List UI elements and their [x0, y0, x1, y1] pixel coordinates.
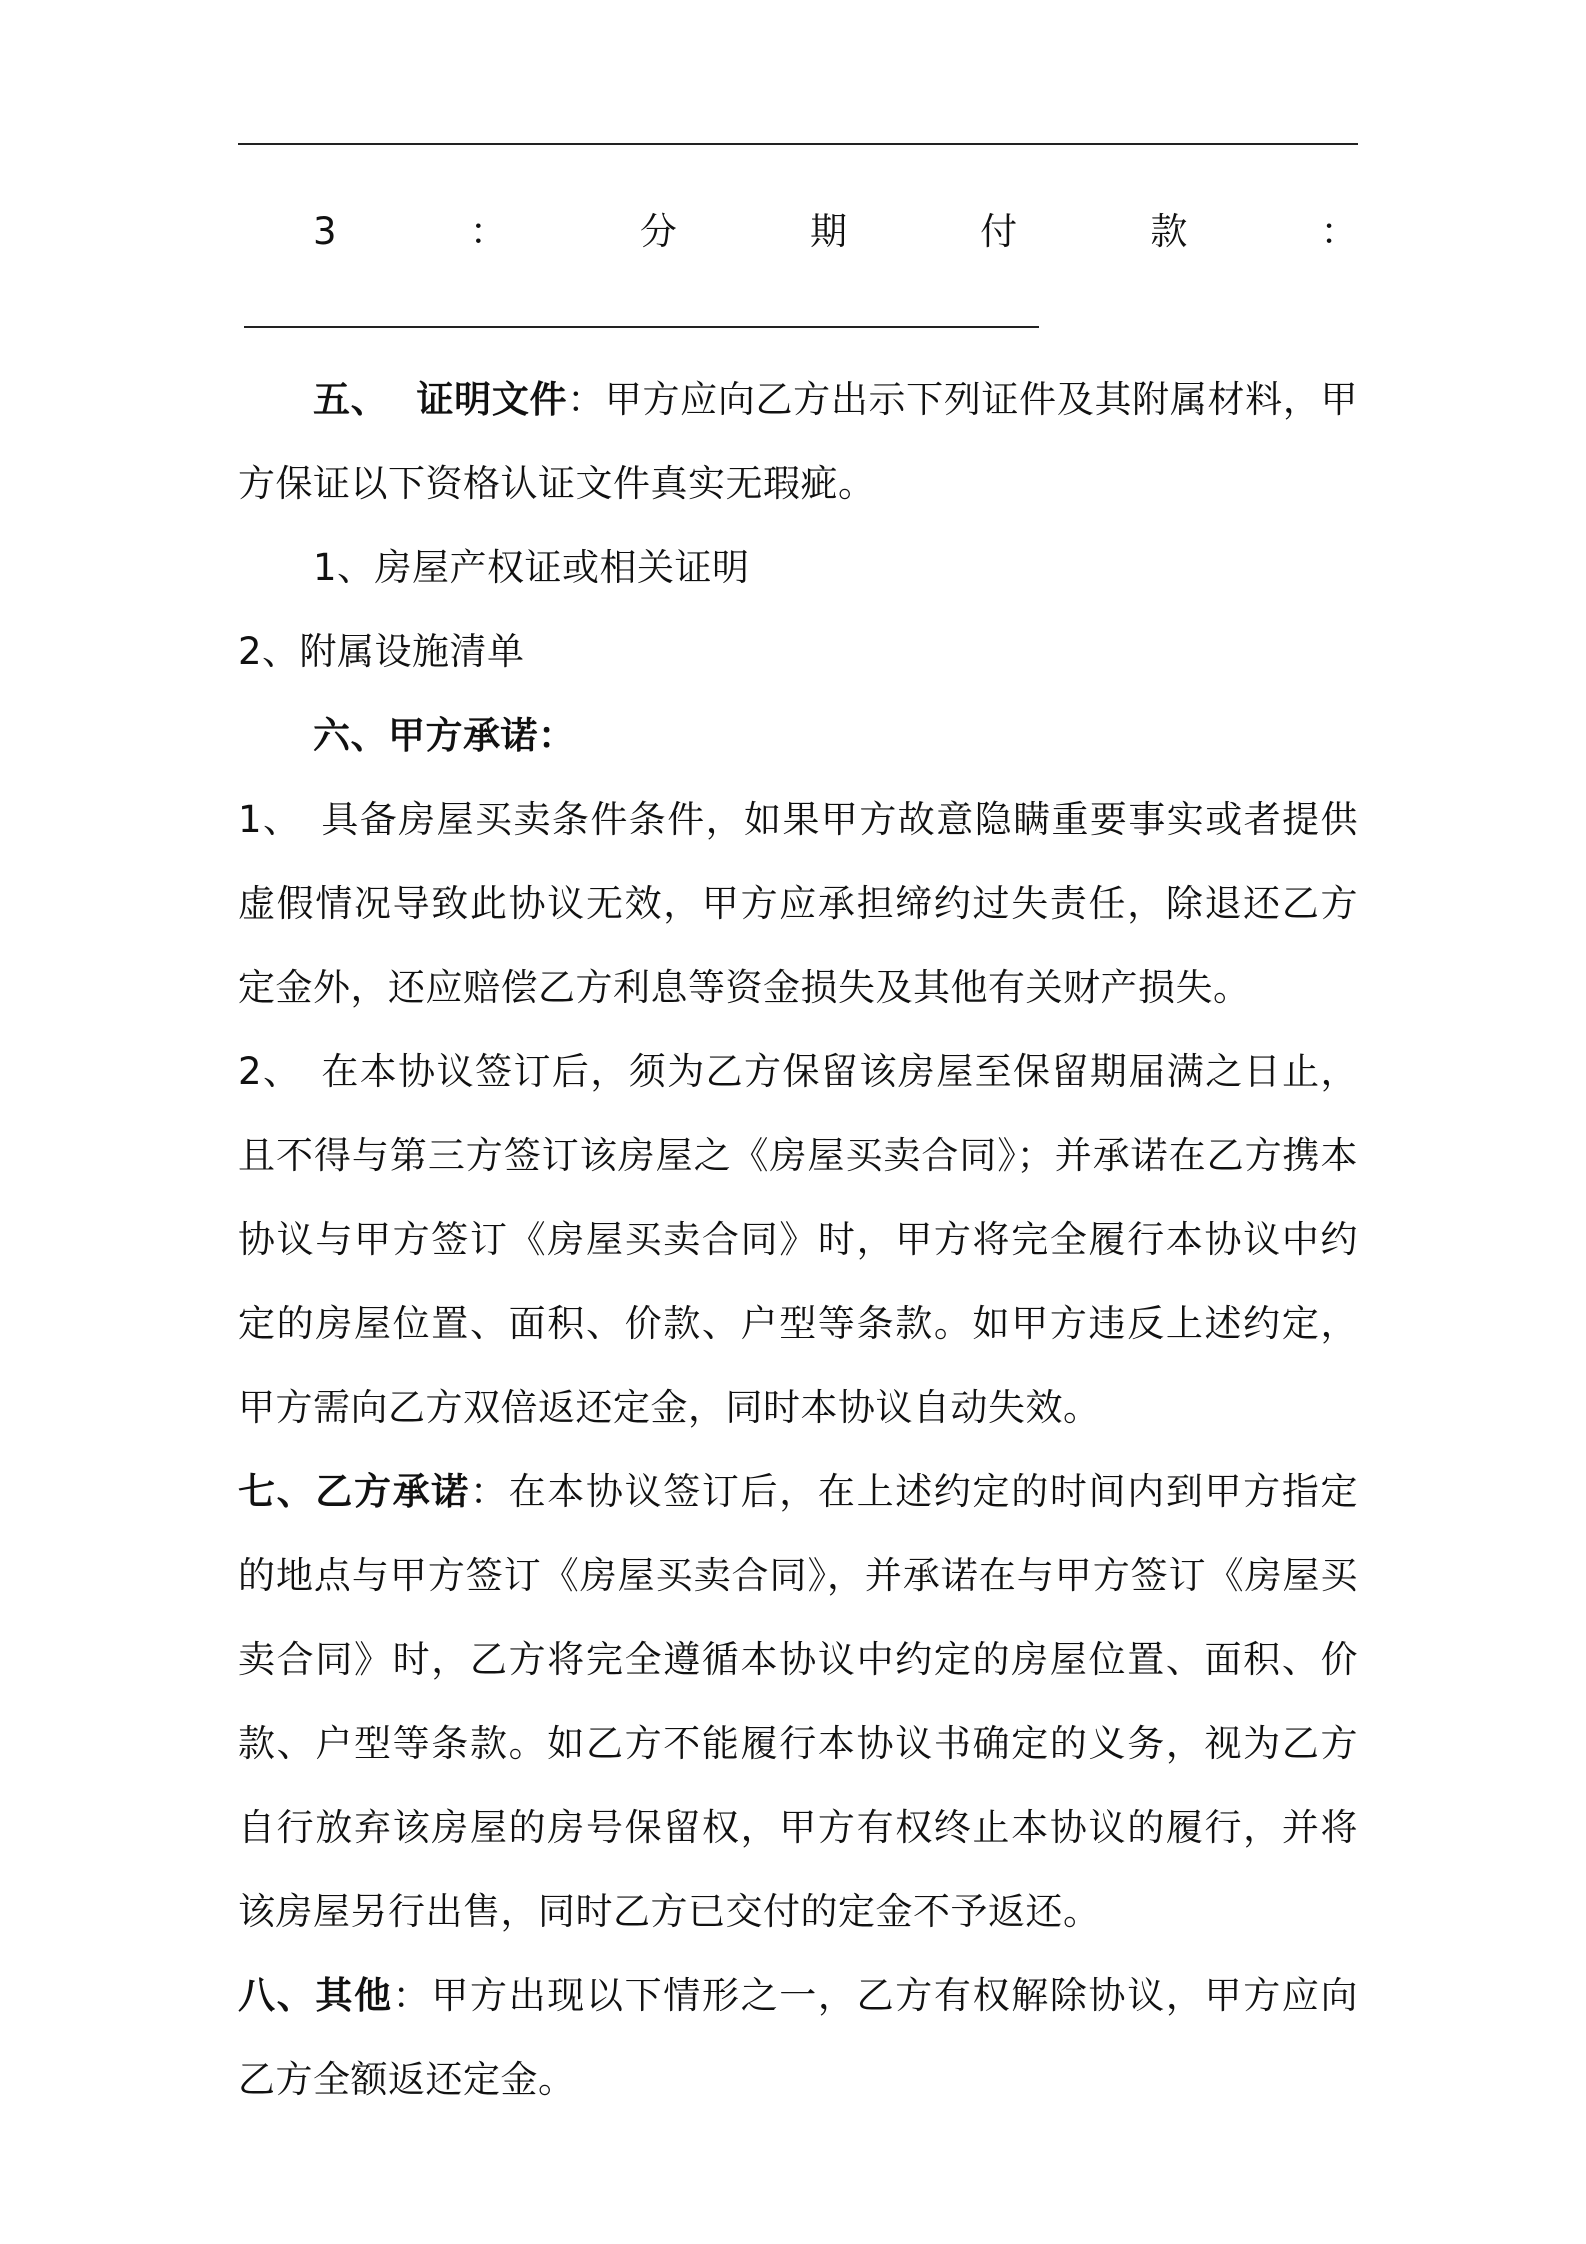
section6-item-1: 1、 具备房屋买卖条件条件，如果甲方故意隐瞒重要事实或者提供虚假情况导致此协议无效，甲方应承担缔约过失责任，除退还乙方定金外，还应赔偿乙方利息等资金损失及其他有关财产损失。	[238, 798, 1358, 1009]
section5-paragraph	[238, 358, 1358, 526]
section6-heading: 六、甲方承诺：	[313, 714, 576, 757]
section5-heading-title: 证明文件	[416, 378, 568, 421]
section5-text: ：甲方应向乙方出示下列证件及其附属材料，甲方保证以下资格认证文件真实无瑕疵。	[238, 378, 1359, 505]
installment-blank	[244, 286, 1039, 328]
section7-paragraph	[238, 1450, 1358, 1954]
section7-text: ：在本协议签订后，在上述约定的时间内到甲方指定的地点与甲方签订《房屋买卖合同》，并承诺在与甲方签订《房屋买卖合同》时，乙方将完全遵循本协议中约定的房屋位置、面积、价款、户型等条款。如乙方不能履行本协议书确定的义务，视为乙方自行放弃该房屋的房号保留权，甲方有权终止本协议的履行，并将该房屋另行出售，同时乙方已交付的定金不予返还。	[238, 1470, 1359, 1933]
section8-paragraph	[238, 1954, 1358, 2122]
section5-item-2: 2、附属设施清单	[238, 630, 525, 673]
header-rule	[238, 143, 1358, 145]
document-body	[238, 190, 1358, 2122]
installment-line	[238, 190, 1358, 358]
section5-item-1: 1、房屋产权证或相关证明	[313, 546, 750, 589]
section8-text: ：甲方出现以下情形之一，乙方有权解除协议，甲方应向乙方全额返还定金。	[238, 1974, 1359, 2101]
section5-heading-number: 五、	[313, 378, 389, 421]
installment-label: 3：分期付款：	[313, 210, 1358, 253]
section6-item-2: 2、 在本协议签订后，须为乙方保留该房屋至保留期届满之日止，且不得与第三方签订该房屋之《房屋买卖合同》；并承诺在乙方携本协议与甲方签订《房屋买卖合同》时，甲方将完全履行本协议中约定的房屋位置、面积、价款、户型等条款。如甲方违反上述约定，甲方需向乙方双倍返还定金，同时本协议自动失效。	[238, 1050, 1358, 1429]
section7-heading: 七、乙方承诺	[238, 1470, 470, 1513]
section8-heading: 八、其他	[238, 1974, 393, 2017]
